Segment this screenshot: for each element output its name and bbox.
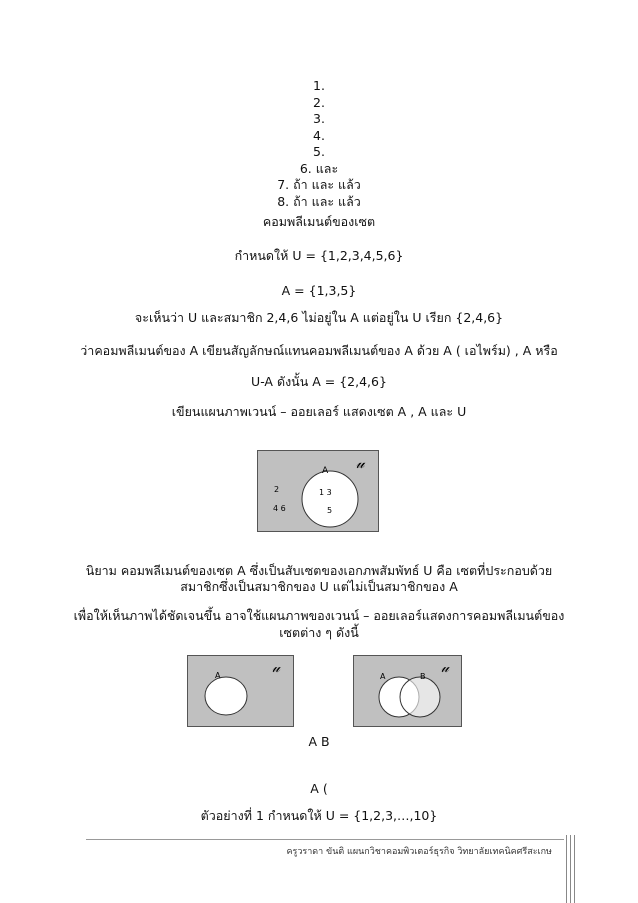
numbered-list [0,78,638,210]
venn-diagram-svg [188,656,295,728]
footer-text: ครูวราดา ขันติ แผนกวิชาคอมพิวเตอร์ธุรกิจ วิทยาลัยเทคนิคศรีสะเกษ [286,847,552,857]
list-item: 7. ถ้า และ แล้ว [277,177,361,192]
complement-line: ว่าคอมพลีเมนต์ของ A เขียนสัญลักษณ์แทนคอมพลีเมนต์ของ A ด้วย A ( เอไพร์ม) , A หรือ [80,343,558,358]
list-item: 1. [313,78,325,93]
list-item: 2. [313,94,325,110]
observation-line: จะเห็นว่า U และสมาชิก 2,4,6 ไม่อยู่ใน A แต่อยู่ใน U เรียก {2,4,6} [134,310,504,325]
set-a-label: A [380,672,386,681]
universe-label: 𝓊 [272,660,280,676]
set-a-circle [205,677,247,715]
inside-elements-top: 1 3 [319,488,332,497]
list-item: 4. [313,127,325,143]
footer-divider [86,839,564,840]
u-minus-a-line: U-A ดังนั้น A = {2,4,6} [251,374,387,389]
list-item: 6. และ [299,160,339,176]
caption-a: A ( [310,781,328,796]
set-b-circle [400,677,440,717]
venn-diagram-svg [354,656,463,728]
paragraph-line-2: เซตต่าง ๆ ดังนี้ [279,625,359,640]
list-item: 3. [313,111,325,126]
inside-elements-bottom: 5 [327,506,333,515]
set-a-line: A = {1,3,5} [281,283,357,298]
example-line: ตัวอย่างที่ 1 กำหนดให้ U = {1,2,3,…,10} [200,808,438,823]
footer-decoration [566,835,578,903]
set-a-label: A [322,466,329,476]
definition-line-2: สมาชิกซึ่งเป็นสมาชิกของ U แต่ไม่เป็นสมาชิกของ A [180,579,458,594]
paragraph-line-1: เพื่อให้เห็นภาพได้ชัดเจนขึ้น อาจใช้แผนภาพของเวนน์ – ออยเลอร์แสดงการคอมพลีเมนต์ของ [73,608,565,623]
outside-element-2: 2 [274,485,280,494]
outside-elements-4-6: 4 6 [273,504,286,513]
set-a-label: A [215,671,221,680]
venn-diagram-set-a [187,655,294,727]
universe-label: 𝓊 [441,660,449,676]
draw-venn-line: เขียนแผนภาพเวนน์ – ออยเลอร์ แสดงเซต A , A และ U [171,404,467,419]
venn-diagram-svg [258,451,380,533]
venn-diagram-sets-a-b [353,655,462,727]
caption-a-b: A B [308,734,330,749]
list-item: 8. ถ้า และ แล้ว [277,193,361,209]
set-b-label: B [420,672,426,681]
given-u-line: กำหนดให้ U = {1,2,3,4,5,6} [234,248,404,263]
venn-diagram-complement [257,450,379,532]
list-item: 5. [313,144,325,159]
universe-label: 𝓊 [356,454,365,472]
definition-line-1: นิยาม คอมพลีเมนต์ของเซต A ซึ่งเป็นสับเซตของเอกภพสัมพัทธ์ U คือ เซตที่ประกอบด้วย [85,563,553,578]
section-heading: คอมพลีเมนต์ของเซต [262,214,376,229]
set-a-circle [302,471,358,527]
